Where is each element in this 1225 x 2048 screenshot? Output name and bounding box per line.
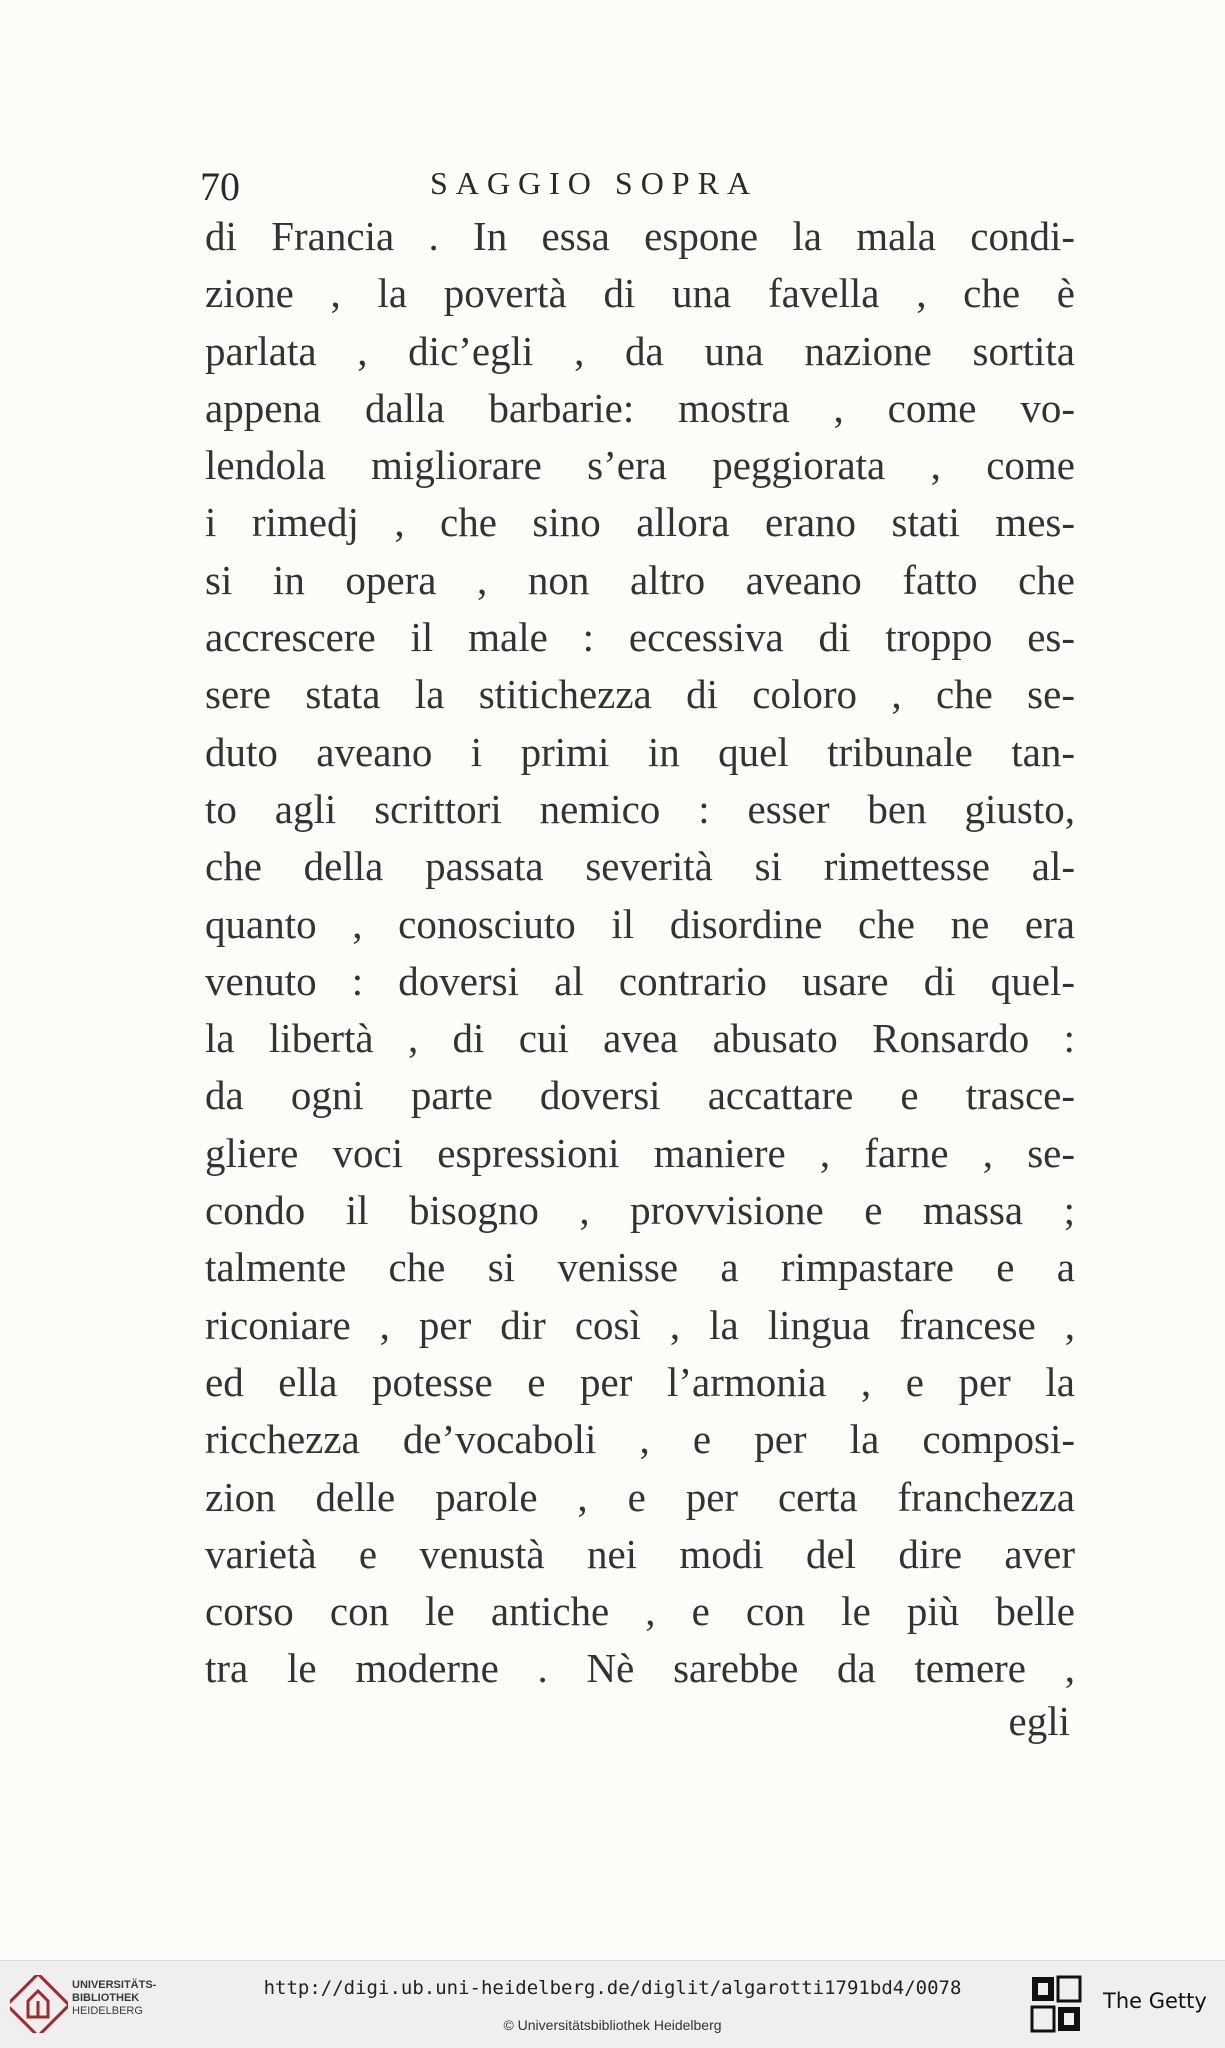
text-line: zione , la povertà di una favella , che è [205,270,1075,317]
text-line: lendola migliorare s’era peggiorata , come [205,442,1075,489]
partner-name: The Getty [1103,1989,1207,2013]
text-line: accrescere il male : eccessiva di troppo es- [205,614,1075,661]
running-head: SAGGIO SOPRA [430,165,759,201]
text-line: riconiare , per dir così , la lingua francese , [205,1301,1075,1348]
viewer-footer [0,1960,1225,2048]
catchword: egli [1008,1698,1070,1744]
text-line: to agli scrittori nemico : esser ben giusto, [205,785,1075,832]
body-text [205,208,1075,1698]
text-line: da ogni parte doversi accattare e trasce- [205,1072,1075,1119]
text-line: sere stata la stitichezza di coloro , che se- [205,671,1075,718]
library-name-line2: BIBLIOTHEK [72,1992,140,2004]
text-line: ricchezza de’vocaboli , e per la composi- [205,1416,1075,1463]
text-line: zion delle parole , e per certa franchezza [205,1473,1075,1520]
text-line: ed ella potesse e per l’armonia , e per la [205,1358,1075,1405]
text-line: i rimedj , che sino allora erano stati mes- [205,499,1075,546]
library-name-line1: UNIVERSITÄTS- [72,1979,157,1991]
text-line: tra le moderne . Nè sarebbe da temere , [205,1645,1075,1692]
page-number: 70 [200,164,240,209]
text-line: condo il bisogno , provvisione e massa ; [205,1187,1075,1234]
text-line: quanto , conosciuto il disordine che ne era [205,900,1075,947]
permalink-url[interactable]: http://digi.ub.uni-heidelberg.de/diglit/algarotti1791bd4/0078 [263,1977,962,1999]
text-line: si in opera , non altro aveano fatto che [205,556,1075,603]
text-line: appena dalla barbarie: mostra , come vo- [205,384,1075,431]
text-line: varietà e venustà nei modi del dire aver [205,1530,1075,1577]
text-line: gliere voci espressioni maniere , farne , se- [205,1129,1075,1176]
text-line: talmente che si venisse a rimpastare e a [205,1244,1075,1291]
text-line: venuto : doversi al contrario usare di quel- [205,957,1075,1004]
copyright-notice: © Universitätsbibliothek Heidelberg [503,2017,722,2033]
text-line: duto aveano i primi in quel tribunale tan- [205,728,1075,775]
library-name-line3: HEIDELBERG [72,2005,143,2017]
getty-logo-icon [1030,1975,1082,2033]
text-line: che della passata severità si rimettesse al- [205,843,1075,890]
text-line: corso con le antiche , e con le più belle [205,1588,1075,1635]
text-line: parlata , dic’egli , da una nazione sortita [205,327,1075,374]
text-line: la libertà , di cui avea abusato Ronsardo : [205,1015,1075,1062]
text-line: di Francia . In essa espone la mala condi- [205,213,1075,259]
